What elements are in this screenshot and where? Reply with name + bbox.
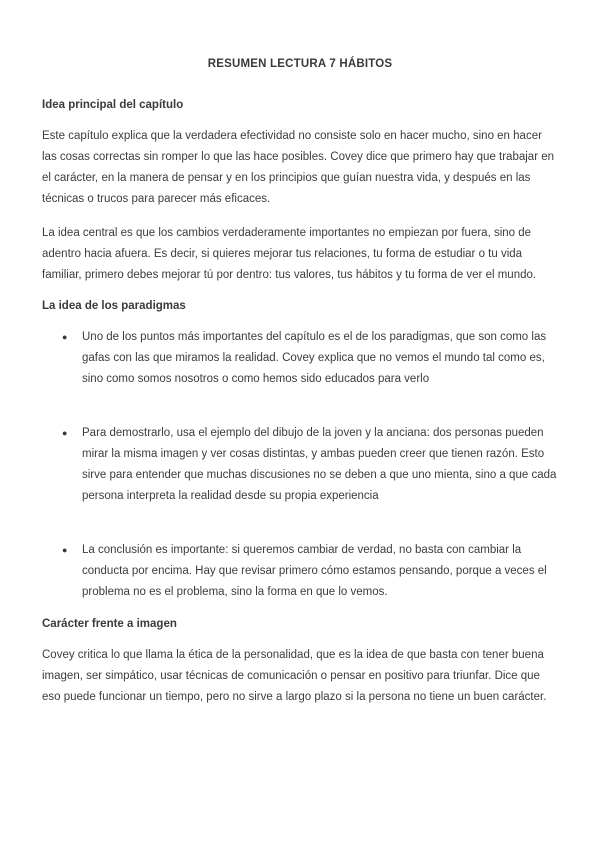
page-title: RESUMEN LECTURA 7 HÁBITOS — [207, 58, 393, 70]
list-item-text: Para demostrarlo, usa el ejemplo del dibujo de la joven y la anciana: dos personas pueden mirar la misma imagen y ver cosas distintas, y ambas pueden creer que tienen razón. Esto sirve para entender que muchas discusiones no se deben a que uno mienta, sino a que cada persona interpreta la realidad desde su propia experiencia — [82, 427, 557, 502]
section-idea-principal — [42, 98, 558, 286]
list-item — [42, 327, 558, 390]
list-item-text: Uno de los puntos más importantes del capítulo es el de los paradigmas, que son como las gafas con las que miramos la realidad. Covey explica que no vemos el mundo tal como es, sino como somos nosotros o como hemos sido educados para verlo — [82, 331, 547, 385]
bullet-list — [42, 327, 558, 603]
list-item — [42, 423, 558, 507]
paragraph: Este capítulo explica que la verdadera efectividad no consiste solo en hacer mucho, sino en hacer las cosas correctas sin romper lo que las hace posibles. Covey dice que primero hay que trabajar en el carácter, en la manera de pensar y en los principios que guían nuestra vida, y después en las técnicas o trucos para parecer más eficaces. — [42, 130, 555, 205]
list-item-text: La conclusión es importante: si queremos cambiar de verdad, no basta con cambiar la conducta por encima. Hay que revisar primero cómo estamos pensando, porque a veces el problema no es el problema, sino la forma en que lo vemos. — [82, 544, 547, 598]
list-item — [42, 540, 558, 603]
paragraph: La idea central es que los cambios verdaderamente importantes no empiezan por fuera, sino de adentro hacia afuera. Es decir, si quieres mejorar tus relaciones, tu forma de estudiar o tu vida familiar, primero debes mejorar tú por dentro: tus valores, tus hábitos y tu forma de ver el mundo. — [42, 227, 537, 281]
section-paradigmas — [42, 299, 558, 603]
section-heading-paradigmas: La idea de los paradigmas — [42, 300, 186, 312]
bullet-icon: ● — [62, 428, 68, 438]
bullet-icon: ● — [62, 332, 68, 342]
bullet-icon: ● — [62, 545, 68, 555]
section-heading-caracter: Carácter frente a imagen — [42, 618, 177, 630]
section-heading-idea-principal: Idea principal del capítulo — [42, 99, 184, 111]
paragraph: Covey critica lo que llama la ética de la personalidad, que es la idea de que basta con tener buena imagen, ser simpático, usar técnicas de comunicación o pensar en positivo para triunfar. Dice que eso puede funcionar un tiempo, pero no sirve a largo plazo si la persona no tiene un buen carácter. — [42, 649, 547, 703]
section-caracter — [42, 617, 558, 708]
